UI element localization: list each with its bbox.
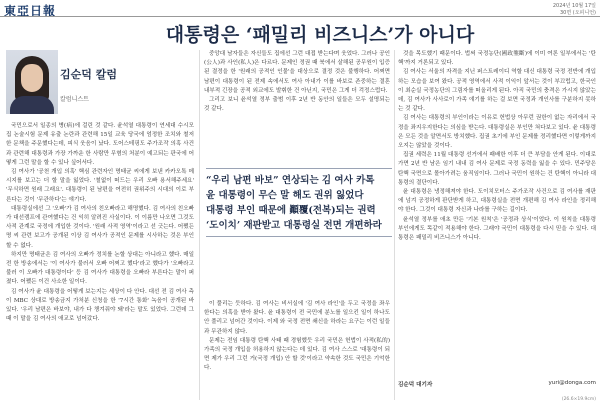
pull-quote-line: “우리 남편 바보” 연상되는 김 여사 카톡 (206, 175, 375, 186)
signature-name: 김순덕 대기자 (398, 382, 433, 388)
paragraph: 그리고 보니 윤석열 정부 출범 이후 2년 반 동안의 일들은 모두 설명되는 것 같다. (204, 97, 390, 113)
paragraph: 하지만 명태균은 김 여사의 오빠가 정치를 논할 상대는 아니라고 했다. 매일 전 한 방송에서는 '이 여사가 불러서 오빠 어쩌고 했다'라고 했다가 '오빠라고 불러 이 오빠가 대통령이다' 등 김 여사가 대통령을 오빠라 부른다는 말이 퍼졌다. 어쨌든 이건 사소한 일이다. (6, 251, 194, 286)
article-column-3 (398, 50, 596, 378)
paragraph: 이 풀리는 듯하다. 김 여사는 비서실에 '김 여사 라인'을 두고 국정을 좌우한다는 의혹을 받아 왔다. 윤 대통령이 전 국민에 분노를 일으킨 일이 하나도 안 풀리고 넘어간 것이다. 이제 와 국정 전면 쇄신을 하라는 요구는 이런 일들과 무관하지 않다. (204, 301, 390, 335)
date-text: 2024년 10월 17일 (552, 3, 596, 9)
pull-quote (206, 168, 392, 237)
pull-quote-line: ‘도이치’ 재판받고 대통령실 전면 개편하라 (206, 220, 382, 231)
paragraph: 대통령실에선 그 '오빠'가 김 여사의 친오빠라고 해명했다. 김 여사의 친오빠가 대선캠프에 관여했다는 건 익히 알려진 사실이다. 이 이름만 나오면 그것도 사적 관계로 국정에 개입한 것이다. '원래 사적 영역'이라고 선 긋는다. 어쨌든 명 씨 관련 보고가 공개된 이상 김 여사가 공적인 문제를 시사하는 것은 부인할 수 없다. (6, 205, 194, 249)
column-byline: 김순덕 칼럼 (60, 68, 117, 81)
paragraph: 김 여사가 윤 대통령을 어떻게 보는지는 세상이 다 안다. 대선 전 김 여사 측이 MBC 상대로 방송금지 가처분 신청을 한 '7시간 통화' 녹음이 공개된 바 있다. '우리 남편은 바보야, 내가 다 챙겨줘야 돼'라는 말도 있었다. 그런데 그때 이 말을 김 여사의 애교로 넘어갔다. (6, 288, 194, 323)
size-credit: (26.6×19.9cm) (561, 397, 596, 402)
paragraph: 집권 세력은 11월 대통령 선거에서 패배한 이후 더 큰 부담을 안게 된다. 이대로 가면 2년 반 남은 임기 내내 김 여사 문제로 국정 동력을 잃을 수 있다. 민주당은 탄핵 국면으로 몰아가려는 움직임이다. 그러나 국민이 원하는 건 탄핵이 아니라 대통령의 결단이다. (398, 152, 596, 186)
article-column-1 (6, 122, 194, 400)
dateline (553, 3, 596, 17)
header-rule (0, 16, 600, 17)
pull-quote-line: 대통령 부인 때문에 顚覆(전복)되는 권력 (206, 205, 376, 216)
paragraph: 중앙대 남자들은 자신들도 집에선 그런 대접 받는다며 웃었다. 그러나 공인(公人)과 사인(私人)은 다르다. 문제인 정권 때 북에서 살해된 공무원이 입증된 결정을 한 '원래의 공적인 인물'을 대상으로 결정 것은 불행하다. 어쩌면 남편이 대통령이 된 전제 속에서도 여사 아내가 이를 바보로 존중하는 결혼 내부적 긴장을 공적 외교에도 발휘한 건 아닌지, 국민은 그게 더 걱정스럽다. (204, 51, 390, 94)
article-column-2-continued (204, 300, 390, 400)
column-divider (394, 50, 395, 400)
author-photo (6, 50, 58, 114)
paragraph: 국민으로서 일종의 병(病)에 걸린 것 같다. 윤석열 대통령이 연세대 수시모집 논술시험 문제 유출 논란과 관련해 15일 교육 당국에 엄정한 조치와 철저한 문책을 주문했다는데, 피식 웃음이 났다. 도어스테핑도 주가조작 의혹 사건과 관련해 대통령과 가장 가까운 한 사람만 무혐의 처분이 예고되는 판국에 어떻게 그런 말을 할 수 있나 싶어서다. (6, 123, 194, 166)
paragraph: 윤석열 정부를 애초 만든 '기본 원칙'은 '공정과 상식'이었다. 이 원칙을 대통령 부인에게도 똑같이 적용해야 한다. 그래야 국민이 대통령을 다시 믿을 수 있다. 대통령은 패밀리 비즈니스가 아니다. (398, 216, 596, 242)
article-column-2 (204, 50, 390, 162)
paragraph: 윤 대통령은 냉정해져야 한다. 도이치모터스 주가조작 사건으로 김 여사를 재판에 넘겨 공정하게 판단받게 하고, 대통령실을 전면 개편해 김 여사 라인을 정리해야 한다. 그것이 대통령 자신과 나라를 구하는 길이다. (398, 189, 596, 214)
paragraph: 문제는 전임 대통령 탄핵 사태 때 경험했듯 우리 국민은 헌법이 사적(私的) 가족의 국정 개입을 허용하지 않는다는 데 있다. 김 여사 스스로 '대통령이 되면 제가 우리 그런 거(국정 개입) 안 할 것'이라고 약속한 것도 국민은 기억한다. (204, 337, 390, 372)
page-info: 30면 (오피니언) (559, 10, 596, 16)
paragraph: 김 여사는 서울의 자격을 지닌 퍼스트레이디 역할 대신 대통령 국정 전반에 개입하는 모습을 보여 왔다. 공적 영역에서 사적 이익이 앞서는 것이 부끄럽고, 한국인이 최순실 국정농단의 그림자를 떠올리게 된다. 아직 국민의 충격은 가시지 않았는데, 김 여사가 사사로이 가족 얘기를 하는 걸 보면 국정과 개인사를 구분하지 못하는 것 같다. (398, 69, 596, 113)
article-headline: 대통령은 ‘패밀리 비즈니스’가 아니다 (165, 24, 475, 46)
paragraph: 김 여사는 대통령의 부인이라는 이유로 헌법상 아무런 권한이 없는 자리에서 국정을 좌지우지한다는 의심을 받는다. 대통령실은 부인만 쳐다보고 있다. 윤 대통령은 모든 것을 알면서도 방치했다. 집권 초기에 부인 문제를 정리했다면 이렇게까지 오지는 않았을 것이다. (398, 115, 596, 150)
column-divider (199, 50, 200, 400)
pull-quote-rule (206, 168, 392, 169)
paragraph: 것을 목도했기 때문이다. 법써 국정농단(國政壟斷)에 이미 여론 일부에서는 '탄핵'까지 거론되고 있다. (398, 51, 596, 67)
author-role: 칼럼니스트 (60, 96, 89, 103)
pull-quote-line: 윤 대통령이 무슨 말 해도 권위 잃었다 (206, 190, 364, 201)
paragraph: 김 여사가 '공천 개입 의혹' 핵심 관련자인 명태균 씨에게 보낸 카카오톡 메시지를 보고는 더 할 말을 잃었다. '철없이 떠드는 우리 오빠 용서해주세요' '무식하면 원래 그래요'. 대통령이 된 남편을 여전히 권위주의 시대의 이로 부른다는 것이 '무관하다'는 얘기다. (6, 169, 194, 203)
author-email-link[interactable]: yuri@donga.com (548, 380, 596, 386)
pull-quote-rule (206, 236, 392, 237)
masthead-logo: 東亞日報 (4, 4, 57, 18)
